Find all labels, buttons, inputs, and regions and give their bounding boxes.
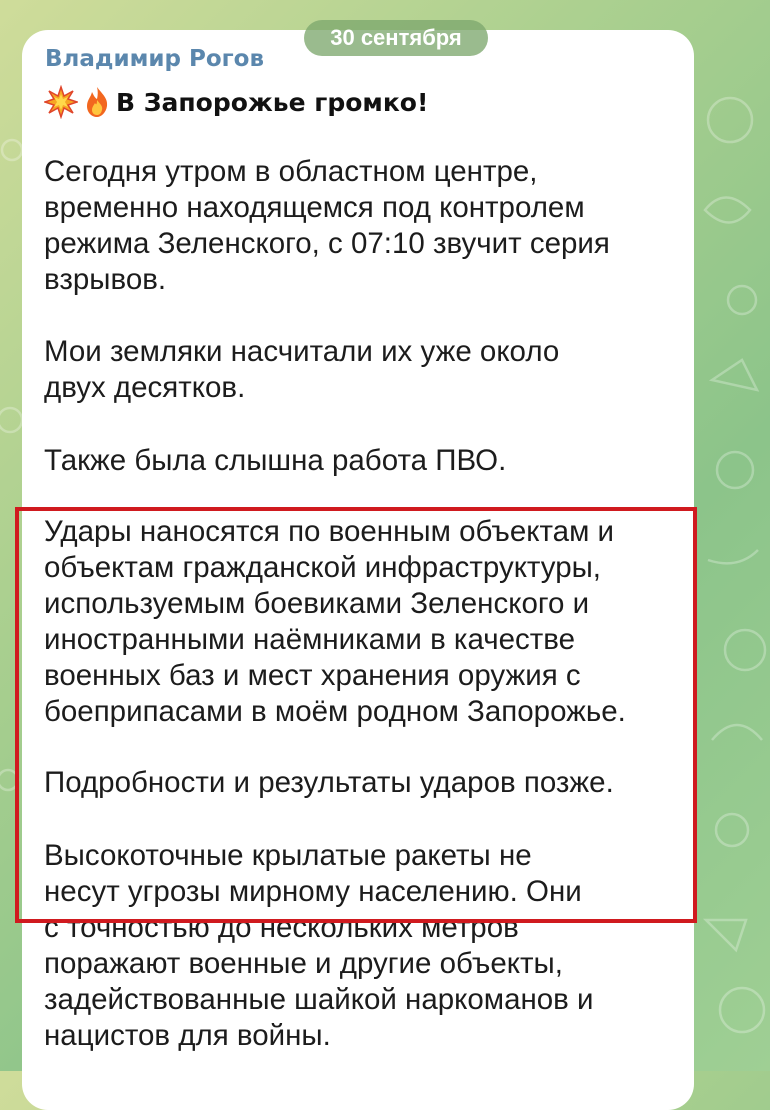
text-line: двух десятков. — [44, 371, 246, 404]
text-line: нацистов для войны. — [44, 1019, 331, 1052]
text-line: Подробности и результаты ударов позже. — [44, 766, 614, 799]
date-badge: 30 сентября — [304, 20, 488, 56]
paragraph-1 — [44, 154, 610, 298]
paragraph-2 — [44, 334, 559, 406]
text-line: несут угрозы мирному населению. Они — [44, 875, 582, 908]
post-headline — [44, 84, 428, 120]
text-line: с точностью до нескольких метров — [44, 911, 519, 944]
text-line: боеприпасами в моём родном Запорожье. — [44, 695, 626, 728]
text-line: иностранными наёмниками в качестве — [44, 623, 576, 656]
headline-text: В Запорожье громко! — [116, 87, 429, 117]
text-line: режима Зеленского, с 07:10 звучит серия — [44, 227, 610, 260]
paragraph-3 — [44, 443, 506, 479]
text-line: поражают военные и другие объекты, — [44, 947, 563, 980]
text-line: Высокоточные крылатые ракеты не — [44, 839, 532, 872]
author-name[interactable]: Владимир Рогов — [45, 46, 265, 72]
text-line: Также была слышна работа ПВО. — [44, 444, 507, 477]
text-line: временно находящемся под контролем — [44, 191, 585, 224]
text-line: военных баз и мест хранения оружия с — [44, 659, 581, 692]
text-line: объектам гражданской инфраструктуры, — [44, 551, 601, 584]
highlight-annotation-box — [15, 507, 697, 923]
text-line: задействованные шайкой наркоманов и — [44, 983, 594, 1016]
collision-icon — [44, 85, 78, 119]
text-line: используемым боевиками Зеленского и — [44, 587, 590, 620]
fire-icon — [80, 85, 114, 119]
text-line: Мои земляки насчитали их уже около — [44, 335, 560, 368]
text-line: взрывов. — [44, 263, 167, 296]
text-line: Сегодня утром в областном центре, — [44, 155, 538, 188]
text-line: Удары наносятся по военным объектам и — [44, 515, 615, 548]
